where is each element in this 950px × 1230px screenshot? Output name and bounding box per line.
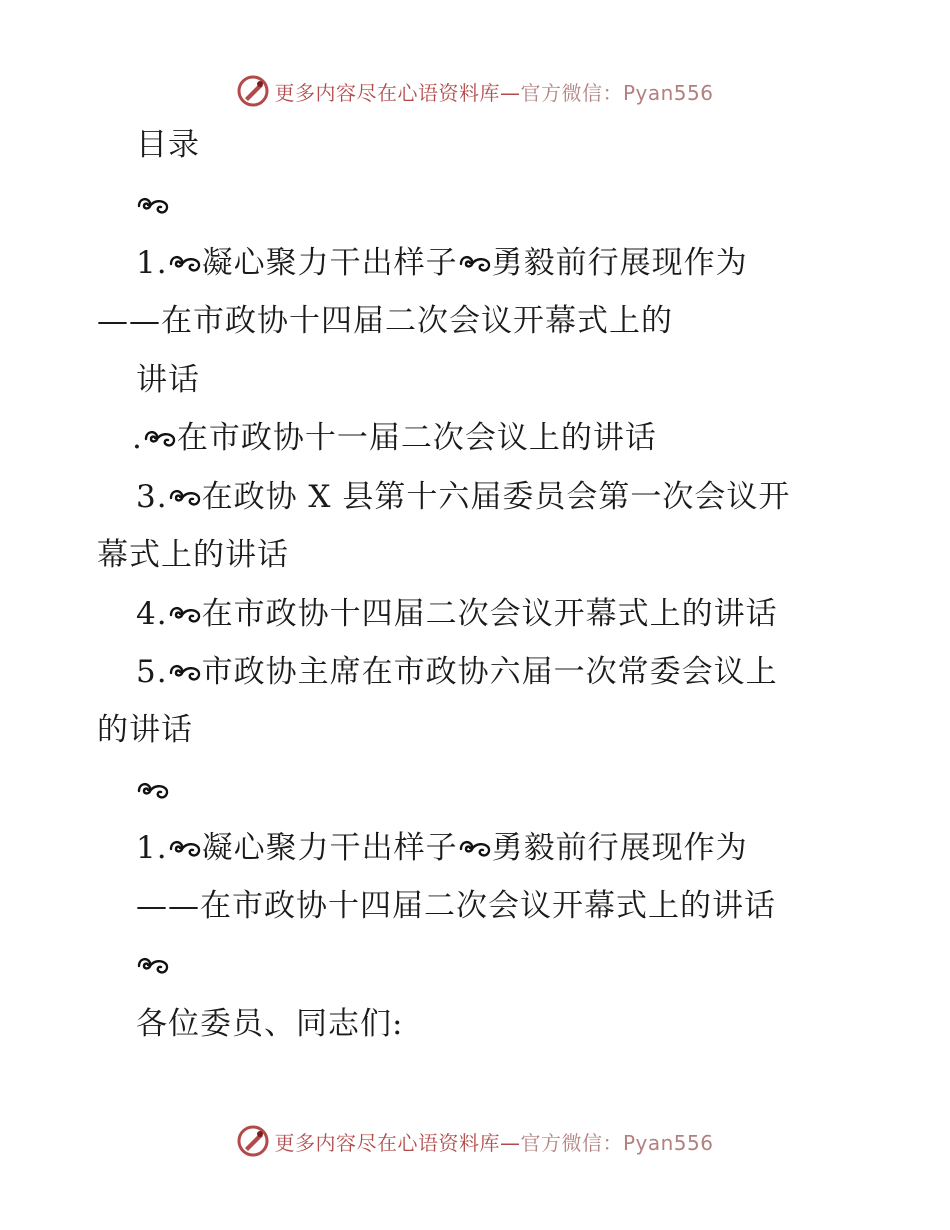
ornament-icon	[168, 661, 202, 685]
greeting: 各位委员、同志们:	[136, 1006, 404, 1042]
toc-item-3-end: 幕式上的讲话	[97, 537, 289, 573]
ornament-icon	[168, 486, 202, 510]
ornament-row	[136, 185, 170, 225]
watermark-wechat: 官方微信：Pyan556	[520, 80, 714, 105]
ornament-icon	[168, 837, 202, 861]
item-title: 在市政协十一届二次会议上的讲话	[176, 420, 657, 456]
toc-item-3	[136, 477, 790, 517]
toc-item-1-subtitle-end: 讲话	[136, 362, 200, 398]
ornament-icon	[458, 837, 492, 861]
item-title: 在市政协十四届二次会议开幕式上的讲话	[201, 596, 778, 632]
toc-item-1	[136, 243, 748, 283]
ornament-icon	[458, 252, 492, 276]
item-number: 5.	[136, 654, 168, 690]
body-title	[136, 828, 748, 868]
ornament-row	[136, 770, 170, 810]
toc-item-2	[132, 418, 657, 458]
logo-icon	[236, 1124, 270, 1158]
item-title-a: 凝心聚力干出样子	[201, 245, 458, 281]
item-number: 1.	[136, 830, 168, 866]
ornament-icon	[136, 954, 170, 978]
item-title: 在政协 X 县第十六届委员会第一次会议开	[201, 479, 791, 515]
item-title-b: 勇毅前行展现作为	[491, 245, 748, 281]
ornament-icon	[168, 252, 202, 276]
header-watermark	[0, 71, 950, 111]
footer-watermark	[0, 1121, 950, 1161]
toc-item-1-subtitle: ——在市政协十四届二次会议开幕式上的	[97, 303, 673, 339]
item-number: 3.	[136, 479, 168, 515]
toc-item-4	[136, 594, 778, 634]
body-subtitle: ——在市政协十四届二次会议开幕式上的讲话	[136, 888, 776, 924]
item-number: 1.	[136, 245, 168, 281]
ornament-icon	[136, 194, 170, 218]
item-number: 4.	[136, 596, 168, 632]
watermark-text: 更多内容尽在心语资料库—	[274, 80, 521, 105]
watermark-text: 更多内容尽在心语资料库—	[274, 1130, 521, 1155]
title-b: 勇毅前行展现作为	[491, 830, 748, 866]
ornament-icon	[143, 427, 177, 451]
toc-heading: 目录	[136, 127, 200, 163]
ornament-row	[136, 945, 170, 985]
logo-icon	[236, 74, 270, 108]
title-a: 凝心聚力干出样子	[201, 830, 458, 866]
item-number: .	[132, 420, 143, 456]
ornament-icon	[136, 779, 170, 803]
toc-item-5-end: 的讲话	[97, 712, 193, 748]
watermark-wechat: 官方微信：Pyan556	[520, 1130, 714, 1155]
item-title: 市政协主席在市政协六届一次常委会议上	[201, 654, 778, 690]
toc-item-5	[136, 652, 778, 692]
ornament-icon	[168, 603, 202, 627]
